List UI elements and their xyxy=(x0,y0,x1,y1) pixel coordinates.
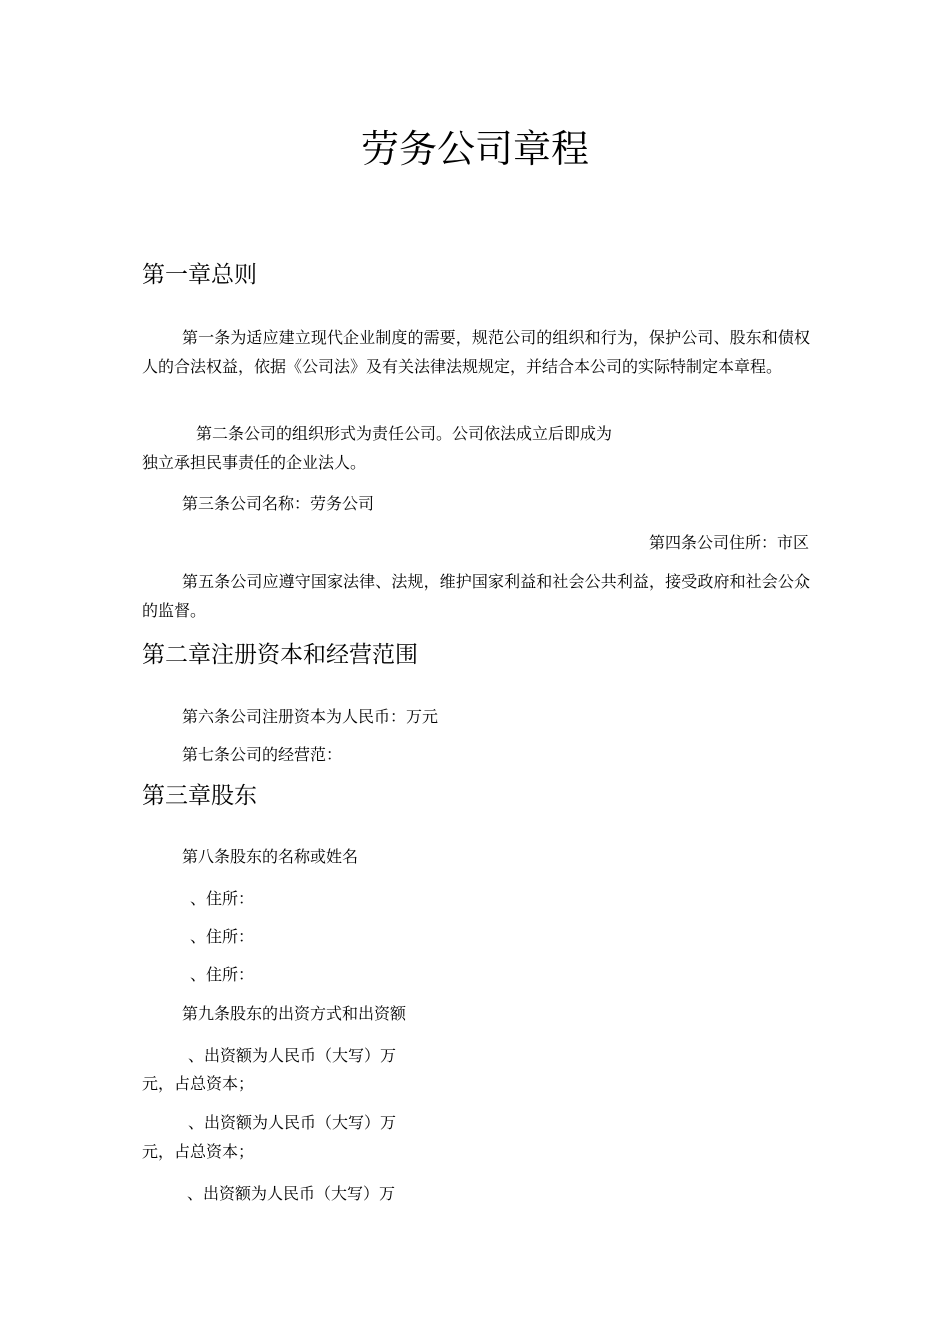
article-4: 第四条公司住所：市区 xyxy=(648,533,809,552)
chapter-2-heading: 第二章注册资本和经营范围 xyxy=(142,642,418,668)
shareholder-address-2: 、住所： xyxy=(190,927,255,946)
article-6: 第六条公司注册资本为人民币：万元 xyxy=(182,707,439,726)
capital-contribution-3-line-1: 、出资额为人民币（大写）万 xyxy=(187,1184,396,1203)
article-7: 第七条公司的经营范： xyxy=(182,745,343,764)
article-9: 第九条股东的出资方式和出资额 xyxy=(182,1004,407,1023)
article-5: 第五条公司应遵守国家法律、法规，维护国家利益和社会公共利益，接受政府和社会公众的监督。 xyxy=(142,572,810,620)
article-2-line-1: 第二条公司的组织形式为责任公司。公司依法成立后即成为 xyxy=(196,424,613,443)
capital-contribution-2-line-2: 元，占总资本； xyxy=(142,1142,255,1161)
shareholder-address-1: 、住所： xyxy=(190,889,255,908)
article-2-line-2: 独立承担民事责任的企业法人。 xyxy=(142,453,367,472)
capital-contribution-1-line-1: 、出资额为人民币（大写）万 xyxy=(188,1046,397,1065)
chapter-1-heading: 第一章总则 xyxy=(142,262,257,288)
article-1: 第一条为适应建立现代企业制度的需要，规范公司的组织和行为，保护公司、股东和债权人的合法权益，依据《公司法》及有关法律法规规定，并结合本公司的实际特制定本章程。 xyxy=(142,328,810,376)
shareholder-address-3: 、住所： xyxy=(190,965,255,984)
chapter-3-heading: 第三章股东 xyxy=(142,783,257,809)
article-8: 第八条股东的名称或姓名 xyxy=(182,847,359,866)
capital-contribution-1-line-2: 元，占总资本； xyxy=(142,1074,255,1093)
document-title: 劳务公司章程 xyxy=(360,127,589,171)
capital-contribution-2-line-1: 、出资额为人民币（大写）万 xyxy=(188,1113,397,1132)
article-3: 第三条公司名称：劳务公司 xyxy=(182,494,375,513)
